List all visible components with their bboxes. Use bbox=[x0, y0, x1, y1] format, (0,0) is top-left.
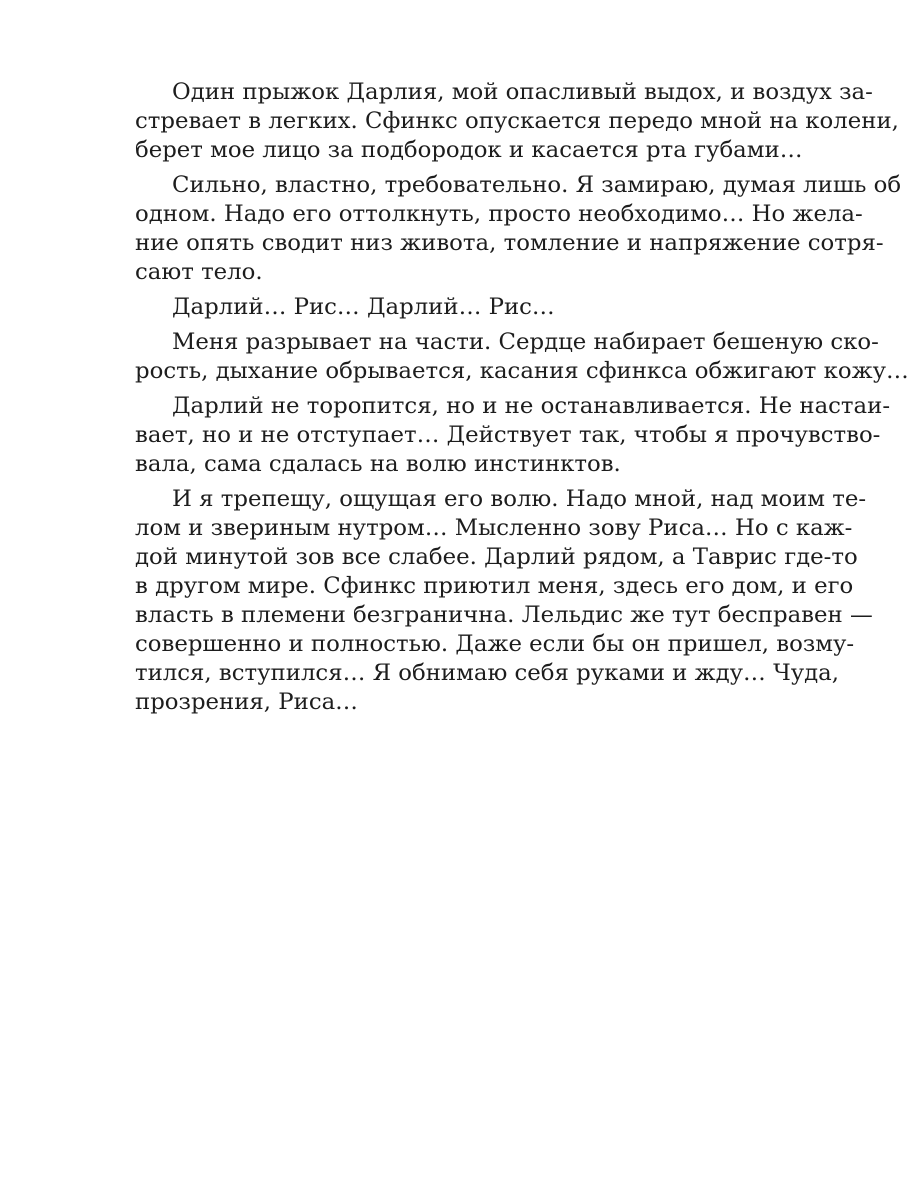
paragraph-1 bbox=[135, 78, 899, 165]
text-line: ние опять сводит низ живота, томление и напряжение сотря- bbox=[135, 230, 884, 256]
text-line: сают тело. bbox=[135, 259, 263, 285]
text-line: Один прыжок Дарлия, мой опасливый выдох, и воздух за- bbox=[172, 79, 873, 105]
text-line: вает, но и не отступает… Действует так, чтобы я прочувство- bbox=[135, 422, 881, 448]
paragraph-4 bbox=[135, 328, 909, 386]
text-line: берет мое лицо за подбородок и касается рта губами… bbox=[135, 137, 803, 163]
text-line: рость, дыхание обрывается, касания сфинкса обжигают кожу… bbox=[135, 358, 909, 384]
book-page bbox=[135, 78, 909, 1158]
text-line: совершенно и полностью. Даже если бы он пришел, возму- bbox=[135, 631, 855, 657]
text-line: Дарлий не торопится, но и не останавливается. Не настаи- bbox=[172, 393, 891, 419]
text-line: дой минутой зов все слабее. Дарлий рядом, а Таврис где-то bbox=[135, 544, 858, 570]
text-line: в другом мире. Сфинкс приютил меня, здесь его дом, и его bbox=[135, 573, 854, 599]
text-line: стревает в легких. Сфинкс опускается передо мной на колени, bbox=[135, 108, 899, 134]
text-line: И я трепещу, ощущая его волю. Надо мной, над моим те- bbox=[172, 486, 867, 512]
text-line: вала, сама сдалась на волю инстинктов. bbox=[135, 451, 621, 477]
text-line: лом и звериным нутром… Мысленно зову Риса… Но с каж- bbox=[135, 515, 853, 541]
text-line: власть в племени безгранична. Лельдис же тут бесправен — bbox=[135, 602, 873, 628]
paragraph-3 bbox=[135, 293, 785, 322]
text-line: тился, вступился… Я обнимаю себя руками и жду… Чуда, bbox=[135, 660, 839, 686]
text-line: Меня разрывает на части. Сердце набирает бешеную ско- bbox=[172, 329, 879, 355]
text-line: Сильно, властно, требовательно. Я замираю, думая лишь об bbox=[172, 172, 902, 198]
text-line: одном. Надо его оттолкнуть, просто необходимо… Но жела- bbox=[135, 201, 863, 227]
paragraph-5 bbox=[135, 392, 891, 479]
paragraph-6 bbox=[135, 485, 873, 717]
text-line: Дарлий… Рис… Дарлий… Рис… bbox=[172, 294, 555, 320]
text-line: прозрения, Риса… bbox=[135, 689, 358, 715]
paragraph-2 bbox=[135, 171, 902, 287]
